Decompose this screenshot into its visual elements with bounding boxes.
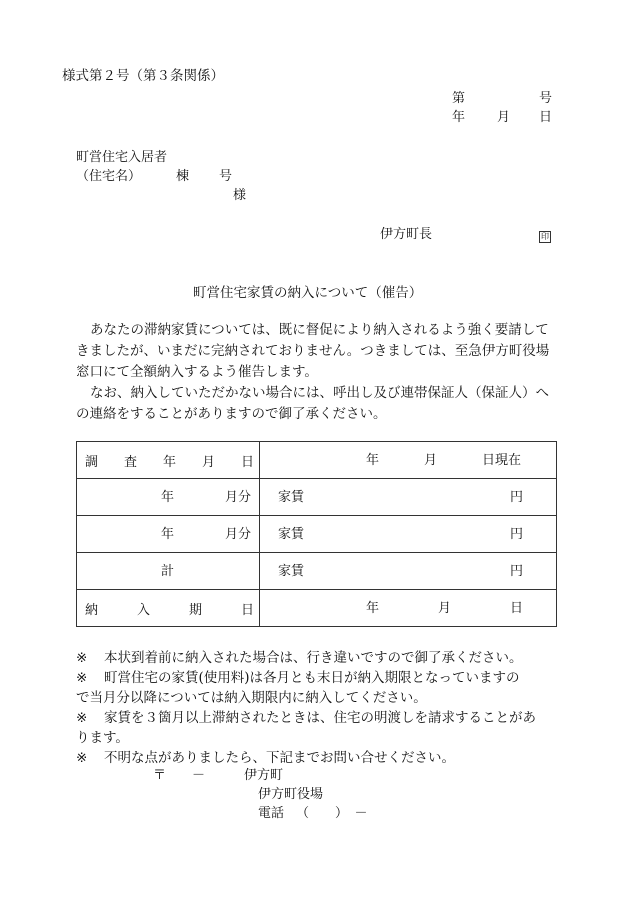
- note-item-continued: ります。: [76, 730, 129, 746]
- survey-date-label: 調 査 年 月 日: [85, 454, 255, 470]
- survey-day-now: 日現在: [482, 453, 522, 468]
- postal-code: 〒 －: [153, 768, 206, 783]
- note-item: ※ 本状到着前に納入された場合は、行き違いですので御了承ください。: [76, 650, 523, 666]
- survey-month: 月: [424, 453, 438, 468]
- addressee-number: 号: [219, 169, 233, 184]
- table-row: [77, 590, 557, 627]
- date-day: 日: [539, 110, 553, 125]
- due-month: 月: [438, 601, 452, 616]
- row2-month-part: 月分: [225, 490, 252, 505]
- table-row: [77, 516, 557, 553]
- contact-tel-format: （ ） －: [296, 806, 368, 821]
- body-paragraph-1: あなたの滞納家賃については、既に督促により納入されるよう強く要請してきましたが、いまだに完納されておりません。つきましては、至急伊方町役場窓口にて全額納入するよう催告します。: [76, 322, 550, 380]
- row2-year: 年: [161, 490, 175, 505]
- due-day: 日: [510, 601, 524, 616]
- total-yen: 円: [510, 564, 524, 579]
- addressee-sama: 様: [233, 188, 247, 203]
- addressee-line1: 町営住宅入居者: [76, 150, 168, 165]
- table-row: [77, 553, 557, 590]
- note-item-continued: で当月分以降については納入期限内に納入してください。: [76, 690, 427, 706]
- addressee-building: 棟: [176, 169, 190, 184]
- row3-year: 年: [161, 527, 175, 542]
- row3-rent-label: 家賃: [278, 527, 305, 542]
- table-row: [77, 442, 557, 479]
- notes-list: [76, 648, 576, 768]
- doc-number-go: 号: [539, 91, 553, 106]
- payment-due-label: 納 入 期 日: [85, 602, 255, 618]
- sender-name: 伊方町長: [380, 227, 433, 242]
- doc-number-dai: 第: [452, 91, 466, 106]
- contact-tel-label: 電話: [258, 806, 285, 821]
- note-item: ※ 家賃を３箇月以上滞納されたときは、住宅の明渡しを請求することがあ: [76, 710, 536, 726]
- note-item: ※ 町営住宅の家賃(使用料)は各月とも末日が納入期限となっていますの: [76, 670, 520, 686]
- table-row: [77, 479, 557, 516]
- row3-yen: 円: [510, 527, 524, 542]
- total-rent-label: 家賃: [278, 564, 305, 579]
- date-year: 年: [452, 110, 466, 125]
- contact-office: 伊方町役場: [258, 787, 324, 802]
- body-paragraph-2: なお、納入していただかない場合には、呼出し及び連帯保証人（保証人）への連絡をすることがありますので御了承ください。: [76, 385, 549, 422]
- seal-icon: 印: [541, 232, 549, 241]
- document-title: 町営住宅家賃の納入について（催告）: [193, 285, 423, 301]
- survey-year: 年: [366, 453, 380, 468]
- row2-rent-label: 家賃: [278, 490, 305, 505]
- form-number: 様式第２号（第３条関係）: [62, 68, 224, 84]
- addressee-house-name: （住宅名）: [76, 169, 142, 184]
- contact-town: 伊方町: [244, 768, 284, 783]
- date-month: 月: [497, 110, 511, 125]
- row3-month-part: 月分: [225, 527, 252, 542]
- note-item: ※ 不明な点がありましたら、下記までお問い合せください。: [76, 750, 455, 766]
- row2-yen: 円: [510, 490, 524, 505]
- body-text: [76, 320, 558, 425]
- due-year: 年: [366, 601, 380, 616]
- rent-table: [76, 441, 557, 627]
- total-label: 計: [161, 564, 175, 579]
